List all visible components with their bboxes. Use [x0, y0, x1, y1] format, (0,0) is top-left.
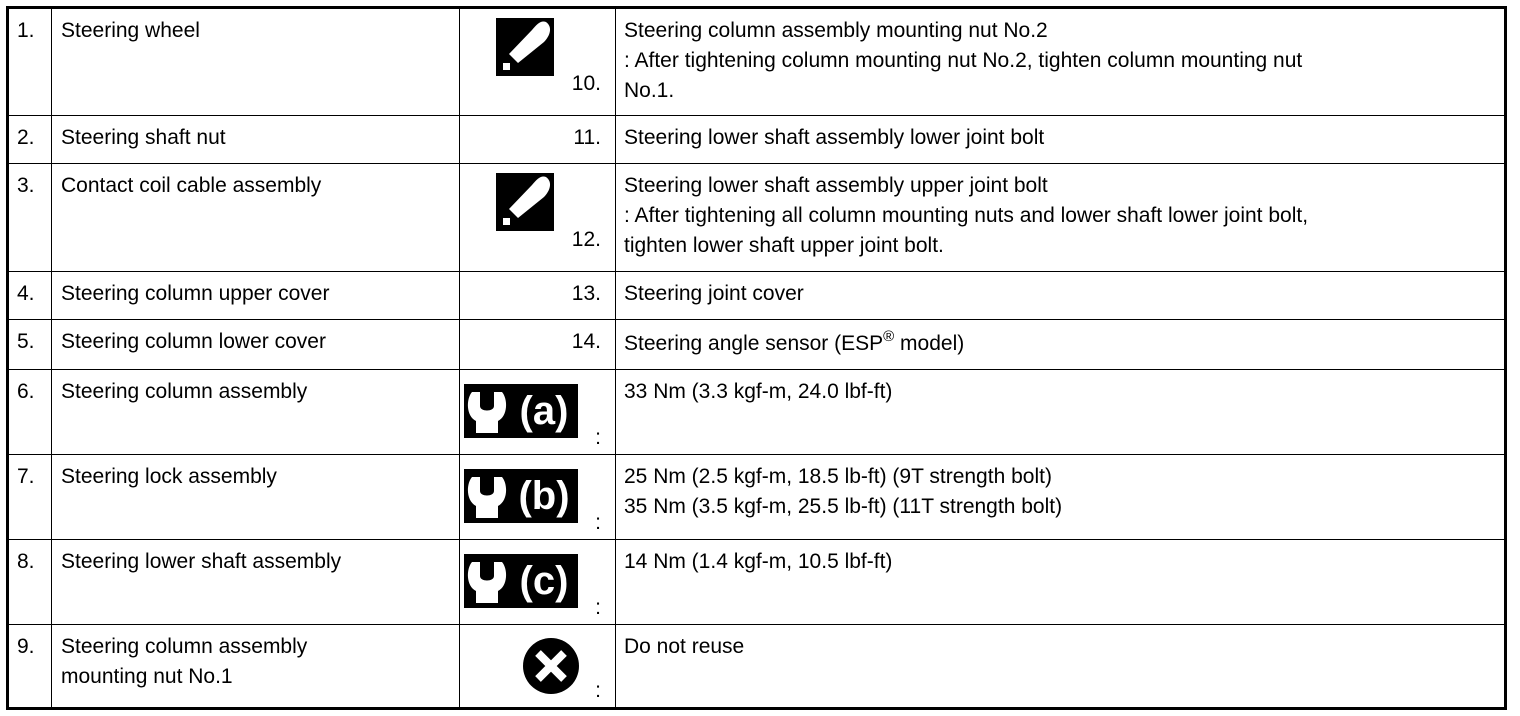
- name-line: Steering column assembly: [61, 635, 308, 658]
- table-row: [8, 455, 1506, 540]
- item-description: [616, 540, 1506, 625]
- item-description: [616, 370, 1506, 455]
- item-number: 5.: [8, 320, 52, 370]
- wrench-icon: [464, 554, 578, 608]
- registered-mark: ®: [883, 328, 895, 345]
- torque-symbol: [464, 384, 578, 438]
- item-name: Contact coil cable assembly: [52, 164, 460, 272]
- torque-label: (c): [519, 559, 569, 603]
- item-number: 9.: [8, 625, 52, 709]
- item-name: Steering column upper cover: [52, 272, 460, 320]
- desc-line: : After tightening all column mounting nuts and lower shaft lower joint bolt,: [624, 204, 1309, 227]
- item-number: 1.: [8, 8, 52, 116]
- ref-number: 10.: [571, 72, 601, 95]
- desc-line: Do not reuse: [624, 635, 745, 658]
- item-name: Steering wheel: [52, 8, 460, 116]
- table-row: [8, 320, 1506, 370]
- item-description: [616, 455, 1506, 540]
- desc-line: No.1.: [624, 79, 675, 102]
- wrench-icon: [464, 469, 578, 523]
- item-number: 2.: [8, 116, 52, 164]
- torque-label: (b): [518, 474, 570, 518]
- item-number: 3.: [8, 164, 52, 272]
- desc-line: 33 Nm (3.3 kgf-m, 24.0 lbf-ft): [624, 380, 893, 403]
- item-description: [616, 164, 1506, 272]
- colon: :: [595, 679, 601, 702]
- item-name: [52, 625, 460, 709]
- wrench-icon: [464, 384, 578, 438]
- ref-number: 14.: [571, 330, 601, 353]
- colon: :: [595, 596, 601, 619]
- desc-line: Steering joint cover: [624, 282, 804, 305]
- ref-cell: [460, 164, 616, 272]
- torque-cell: [460, 370, 616, 455]
- parts-legend-table: [6, 6, 1507, 710]
- table-row: [8, 272, 1506, 320]
- table-row: [8, 8, 1506, 116]
- desc-line: 14 Nm (1.4 kgf-m, 10.5 lbf-ft): [624, 550, 893, 573]
- desc-line: 35 Nm (3.5 kgf-m, 25.5 lb-ft) (11T strength bolt): [624, 495, 1063, 518]
- desc-text: Steering angle sensor (ESP: [624, 332, 884, 355]
- item-number: 6.: [8, 370, 52, 455]
- torque-symbol: [464, 469, 578, 523]
- name-line: mounting nut No.1: [61, 665, 233, 688]
- tighten-sequence-icon: [496, 18, 554, 76]
- item-name: Steering lower shaft assembly: [52, 540, 460, 625]
- item-name: Steering shaft nut: [52, 116, 460, 164]
- item-description: [616, 625, 1506, 709]
- item-description: [616, 116, 1506, 164]
- item-number: 8.: [8, 540, 52, 625]
- colon: :: [595, 511, 601, 534]
- table-row: [8, 116, 1506, 164]
- item-description: [616, 8, 1506, 116]
- torque-cell: [460, 455, 616, 540]
- item-name: Steering column lower cover: [52, 320, 460, 370]
- item-number: 4.: [8, 272, 52, 320]
- table-row: [8, 370, 1506, 455]
- torque-cell: [460, 540, 616, 625]
- desc-line: Steering column assembly mounting nut No.2: [624, 19, 1048, 42]
- noreuse-cell: [460, 625, 616, 709]
- desc-text-tail: model): [894, 332, 965, 355]
- item-name: Steering lock assembly: [52, 455, 460, 540]
- ref-cell: [460, 116, 616, 164]
- item-description: [616, 272, 1506, 320]
- item-name: Steering column assembly: [52, 370, 460, 455]
- do-not-reuse-icon: [522, 637, 580, 695]
- desc-line: Steering lower shaft assembly upper joint bolt: [624, 174, 1048, 197]
- desc-line: Steering lower shaft assembly lower joint bolt: [624, 126, 1045, 149]
- tighten-sequence-icon: [496, 173, 554, 231]
- desc-line: tighten lower shaft upper joint bolt.: [624, 234, 944, 257]
- ref-cell: [460, 272, 616, 320]
- table-row: [8, 540, 1506, 625]
- item-number: 7.: [8, 455, 52, 540]
- ref-number: 11.: [573, 126, 601, 149]
- ref-number: 13.: [571, 282, 601, 305]
- colon: :: [595, 426, 601, 449]
- ref-number: 12.: [571, 228, 601, 251]
- table-row: [8, 625, 1506, 709]
- desc-line: : After tightening column mounting nut No.2, tighten column mounting nut: [624, 49, 1303, 72]
- torque-label: (a): [519, 389, 569, 433]
- item-description: [616, 320, 1506, 370]
- desc-line: 25 Nm (2.5 kgf-m, 18.5 lb-ft) (9T strength bolt): [624, 465, 1052, 488]
- torque-symbol: [464, 554, 578, 608]
- ref-cell: [460, 8, 616, 116]
- ref-cell: [460, 320, 616, 370]
- table-row: [8, 164, 1506, 272]
